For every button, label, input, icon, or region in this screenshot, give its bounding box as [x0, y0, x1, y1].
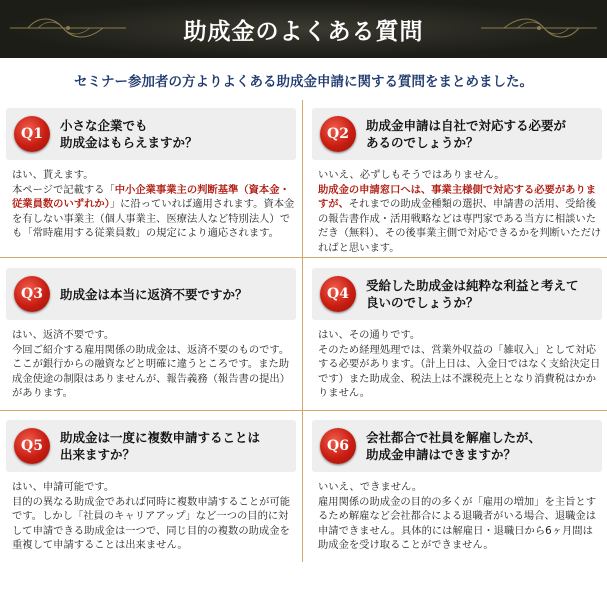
answer-text: そのため経理処理では、営業外収益の「雑収入」として対応する必要があります。（計上日は、入金日ではなく支給決定日です）また助成金、税法上は不課税売上となり消費税はかかりません。	[318, 343, 601, 399]
question-number-badge: Q1	[14, 116, 50, 152]
faq-question-line: 出来ますか？	[60, 447, 136, 462]
faq-question	[60, 429, 260, 463]
faq-answer	[312, 480, 602, 553]
answer-text: はい、返済不要です。	[12, 329, 115, 341]
faq-item	[6, 268, 296, 401]
faq-question-box	[6, 420, 296, 472]
faq-question-line: 小さな企業でも	[60, 118, 148, 133]
faq-question-line: 助成金申請は自社で対応する必要が	[366, 118, 567, 133]
faq-question-line: 助成金はもらえますか？	[60, 135, 198, 150]
faq-answer	[6, 480, 296, 553]
answer-emphasis-text: 中小企業事業主の判断基準（資本金・従業員数のいずれか）	[12, 183, 290, 210]
question-number-badge: Q4	[320, 276, 356, 312]
faq-question	[366, 429, 541, 463]
faq-question-line: 会社都合で社員を解雇したが、	[366, 430, 542, 445]
answer-text: いいえ、必ずしもそうではありません。	[318, 169, 505, 181]
row-divider-2	[0, 410, 607, 411]
faq-answer	[312, 168, 602, 255]
question-number-badge: Q3	[14, 276, 50, 312]
flourish-ornament-right	[479, 14, 599, 42]
faq-question	[60, 117, 198, 151]
answer-text: はい、その通りです。	[318, 329, 421, 341]
faq-question-line: 助成金申請はできますか？	[366, 447, 517, 462]
answer-text: はい、貰えます。	[12, 169, 94, 181]
faq-question-box	[312, 268, 602, 320]
faq-item	[6, 108, 296, 241]
faq-question-box	[312, 420, 602, 472]
page-subtitle: セミナー参加者の方よりよくある助成金申請に関する質問をまとめました。	[74, 74, 533, 90]
faq-question-box	[6, 108, 296, 160]
answer-text: 雇用関係の助成金の目的の多くが「雇用の増加」を主旨とするため解雇など会社都合による退職者がいる場合、退職金は申請できません。具体的には解雇日・退職日から6ヶ月間は助成金を受け取ることができません。	[318, 495, 597, 551]
flourish-ornament-left	[8, 14, 128, 42]
faq-question-line: 助成金は一度に複数申請することは	[60, 430, 261, 445]
faq-item	[6, 420, 296, 553]
faq-question-line: 助成金は本当に返済不要ですか？	[60, 286, 248, 302]
faq-answer	[6, 168, 296, 241]
answer-text: それまでの助成金種類の選択、申請書の活用、受給後の報告書作成・活用戦略などは専門家である当方に相談いただき（無料）、その後事業主側で対応できるかを判断いただければと思います。	[318, 198, 602, 254]
answer-text: 今回ご紹介する雇用関係の助成金は、返済不要のものです。ここが銀行からの融資などと明確に違うところです。また助成金使途の制限はありませんが、報告義務（報告書の提出）があります。	[12, 343, 291, 399]
page-header	[0, 0, 607, 58]
faq-question-line: 受給した助成金は純粋な利益と考えて	[366, 278, 579, 293]
answer-text: いいえ、できません。	[318, 481, 423, 493]
faq-item	[312, 108, 602, 255]
question-number-badge: Q5	[14, 428, 50, 464]
faq-question-line: あるのでしょうか？	[366, 135, 479, 150]
faq-answer	[312, 328, 602, 401]
faq-item	[312, 420, 602, 553]
question-number-badge: Q6	[320, 428, 356, 464]
faq-question	[60, 286, 248, 303]
answer-text: 本ページで記載する「	[12, 183, 115, 196]
faq-item	[312, 268, 602, 401]
answer-text: 」に沿っていれば適用されます。資本金を有しない事業主（個人事業主、医療法人など特別法人）でも「常時雇用する従業員数」の規定により適応されます。	[12, 198, 295, 239]
answer-emphasis-text: 助成金の申請窓口へは、事業主様側で対応する必要がありますが、	[318, 183, 597, 210]
column-divider	[302, 100, 303, 562]
answer-text: はい、申請可能です。	[12, 481, 115, 493]
answer-text: 目的の異なる助成金であれば同時に複数申請することが可能です。しかし「社員のキャリアアップ」など一つの目的に対して申請できる助成金は一つで、同じ目的の複数の助成金を重複して申請することは出来ません。	[12, 495, 291, 551]
faq-question-box	[312, 108, 602, 160]
faq-question	[366, 277, 579, 311]
faq-question-line: 良いのでしょうか？	[366, 295, 479, 310]
faq-answer	[6, 328, 296, 401]
page-title: 助成金のよくある質問	[183, 18, 424, 45]
question-number-badge: Q2	[320, 116, 356, 152]
faq-question	[366, 117, 566, 151]
row-divider-1	[0, 257, 607, 258]
faq-question-box	[6, 268, 296, 320]
